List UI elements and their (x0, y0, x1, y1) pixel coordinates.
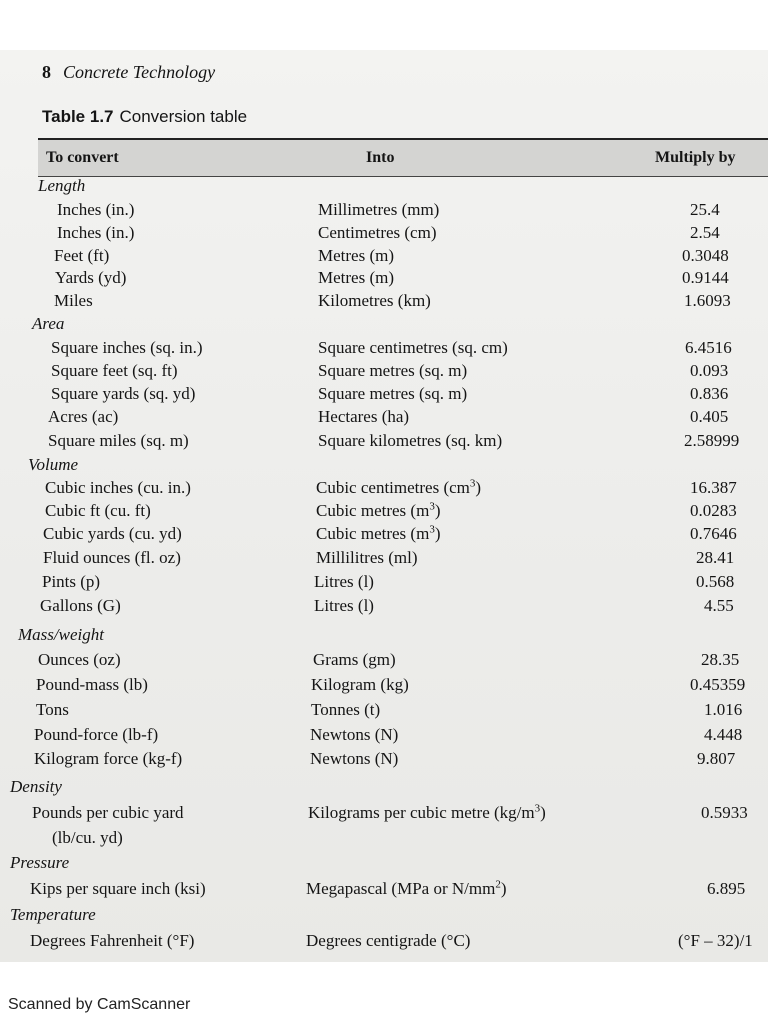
table-row (0, 675, 768, 699)
table-row (0, 725, 768, 749)
from-unit-cell: Kips per square inch (ksi) (30, 879, 206, 898)
into-unit-cell: Degrees centigrade (°C) (306, 931, 471, 950)
multiply-factor-cell: 25.4 (690, 200, 720, 219)
table-row (0, 407, 768, 431)
section-label: Pressure (10, 853, 70, 872)
section-label: Area (32, 314, 65, 333)
from-unit-cell: Pound-mass (lb) (36, 675, 148, 694)
table-row (0, 572, 768, 596)
into-unit-cell: Grams (gm) (313, 650, 396, 669)
book-title: Concrete Technology (63, 62, 216, 82)
multiply-factor-cell: 0.836 (690, 384, 729, 403)
from-unit-cell: Inches (in.) (57, 223, 135, 242)
into-unit-cell: Newtons (N) (310, 749, 399, 768)
into-unit-cell: Kilograms per cubic metre $(kg/m^3)$ (308, 802, 546, 822)
table-row (0, 931, 768, 955)
into-unit-cell: Cubic centimetres $(cm^3)$ (316, 477, 482, 497)
table-row (0, 501, 768, 525)
from-unit-cell: Square yards (sq. yd) (51, 384, 196, 403)
into-unit-cell: Hectares (ha) (318, 407, 410, 426)
table-row (0, 246, 768, 270)
section-heading-row (0, 176, 768, 200)
from-unit-cell: Gallons (G) (40, 596, 121, 615)
section-label: Density (10, 777, 62, 796)
from-unit-cell: Square inches (sq. in.) (51, 338, 203, 357)
multiply-factor-cell: 0.568 (696, 572, 735, 591)
from-unit-cell: Ounces (oz) (38, 650, 121, 669)
multiply-factor-cell: 0.9144 (682, 268, 729, 287)
section-label: Temperature (10, 905, 96, 924)
table-row (0, 524, 768, 548)
table-row (0, 478, 768, 502)
from-unit-cell: Miles (54, 291, 93, 310)
into-unit-cell: Millimetres (mm) (318, 200, 440, 219)
scanner-watermark: Scanned by CamScanner (8, 996, 191, 1013)
into-unit-cell: Cubic metres $(m^3)$ (316, 500, 441, 520)
multiply-factor-cell: 0.3048 (682, 246, 729, 265)
table-row (0, 361, 768, 385)
table-row (0, 384, 768, 408)
table-row (0, 749, 768, 773)
into-unit-cell: Metres (m) (318, 246, 395, 265)
multiply-factor-cell: 0.405 (690, 407, 729, 426)
multiply-factor-cell: 0.45359 (690, 675, 746, 694)
multiply-factor-cell: 0.5933 (701, 803, 748, 822)
from-unit-cell: Degrees Fahrenheit (°F) (30, 931, 195, 950)
table-row (0, 200, 768, 224)
multiply-factor-cell: 0.7646 (690, 524, 737, 543)
from-unit-cell: Feet (ft) (54, 246, 110, 265)
section-label: Mass/weight (18, 625, 104, 644)
table-row (0, 828, 768, 852)
table-row (0, 431, 768, 455)
section-heading-row (0, 777, 768, 801)
multiply-factor-cell: 2.54 (690, 223, 720, 242)
table-row (0, 548, 768, 572)
multiply-factor-cell: 16.387 (690, 478, 737, 497)
into-unit-cell: Metres (m) (318, 268, 395, 287)
from-unit-cell: Cubic yards (cu. yd) (43, 524, 182, 543)
into-unit-cell: Litres (l) (314, 572, 374, 591)
multiply-factor-cell: 2.58999 (684, 431, 740, 450)
from-unit-cell: Square miles (sq. m) (48, 431, 189, 450)
section-heading-row (0, 625, 768, 649)
table-row (0, 338, 768, 362)
multiply-factor-cell: 4.448 (704, 725, 743, 744)
multiply-factor-cell: 1.016 (704, 700, 743, 719)
into-unit-cell: Tonnes (t) (311, 700, 381, 719)
section-heading-row (0, 455, 768, 479)
table-row (0, 596, 768, 620)
into-unit-cell: Kilogram (kg) (311, 675, 409, 694)
table-caption: Conversion table (119, 107, 248, 126)
multiply-factor-cell: 1.6093 (684, 291, 731, 310)
multiply-factor-cell: 6.895 (707, 879, 746, 898)
from-unit-cell: Kilogram force (kg-f) (34, 749, 183, 768)
from-unit-cell: Yards (yd) (55, 268, 127, 287)
from-unit-cell: Tons (36, 700, 69, 719)
section-label: Volume (28, 455, 79, 474)
into-unit-cell: Megapascal (MPa or $N/mm^2$) (306, 878, 507, 898)
table-row (0, 268, 768, 292)
table-row (0, 803, 768, 827)
from-unit-cell: Cubic ft (cu. ft) (45, 501, 151, 520)
from-unit-cell: Acres (ac) (48, 407, 119, 426)
multiply-factor-cell: 0.093 (690, 361, 729, 380)
into-unit-cell: Newtons (N) (310, 725, 399, 744)
into-unit-cell: Kilometres (km) (318, 291, 431, 310)
column-header-multiply-by: Multiply by (655, 149, 736, 166)
from-unit-cell: Pints (p) (42, 572, 101, 591)
column-header-into: Into (366, 149, 395, 166)
from-unit-cell: (lb/cu. yd) (52, 828, 123, 847)
into-unit-cell: Square metres (sq. m) (318, 384, 468, 403)
from-unit-cell: Inches (in.) (57, 200, 135, 219)
multiply-factor-cell: 28.41 (696, 548, 735, 567)
into-unit-cell: Square kilometres (sq. km) (318, 431, 503, 450)
table-row (0, 700, 768, 724)
column-header-to-convert: To convert (46, 149, 119, 166)
multiply-factor-cell: 4.55 (704, 596, 734, 615)
from-unit-cell: Fluid ounces (fl. oz) (43, 548, 181, 567)
multiply-factor-cell: (°F – 32)/1 (678, 931, 753, 950)
into-unit-cell: Square metres (sq. m) (318, 361, 468, 380)
multiply-factor-cell: 28.35 (701, 650, 740, 669)
from-unit-cell: Cubic inches (cu. in.) (45, 478, 191, 497)
multiply-factor-cell: 0.0283 (690, 501, 737, 520)
into-unit-cell: Square centimetres (sq. cm) (318, 338, 508, 357)
multiply-factor-cell: 6.4516 (685, 338, 732, 357)
from-unit-cell: Square feet (sq. ft) (51, 361, 178, 380)
into-unit-cell: Cubic metres $(m^3)$ (316, 523, 441, 543)
table-row (0, 223, 768, 247)
section-label: Length (38, 176, 86, 195)
table-number: Table 1.7 (42, 107, 114, 126)
section-heading-row (0, 314, 768, 338)
table-row (0, 650, 768, 674)
from-unit-cell: Pound-force (lb-f) (34, 725, 159, 744)
into-unit-cell: Millilitres (ml) (316, 548, 418, 567)
multiply-factor-cell: 9.807 (697, 749, 736, 768)
page-number: 8 (42, 62, 51, 82)
section-heading-row (0, 905, 768, 929)
table-row (0, 879, 768, 903)
into-unit-cell: Centimetres (cm) (318, 223, 437, 242)
table-row (0, 291, 768, 315)
from-unit-cell: Pounds per cubic yard (32, 803, 184, 822)
into-unit-cell: Litres (l) (314, 596, 374, 615)
section-heading-row (0, 853, 768, 877)
